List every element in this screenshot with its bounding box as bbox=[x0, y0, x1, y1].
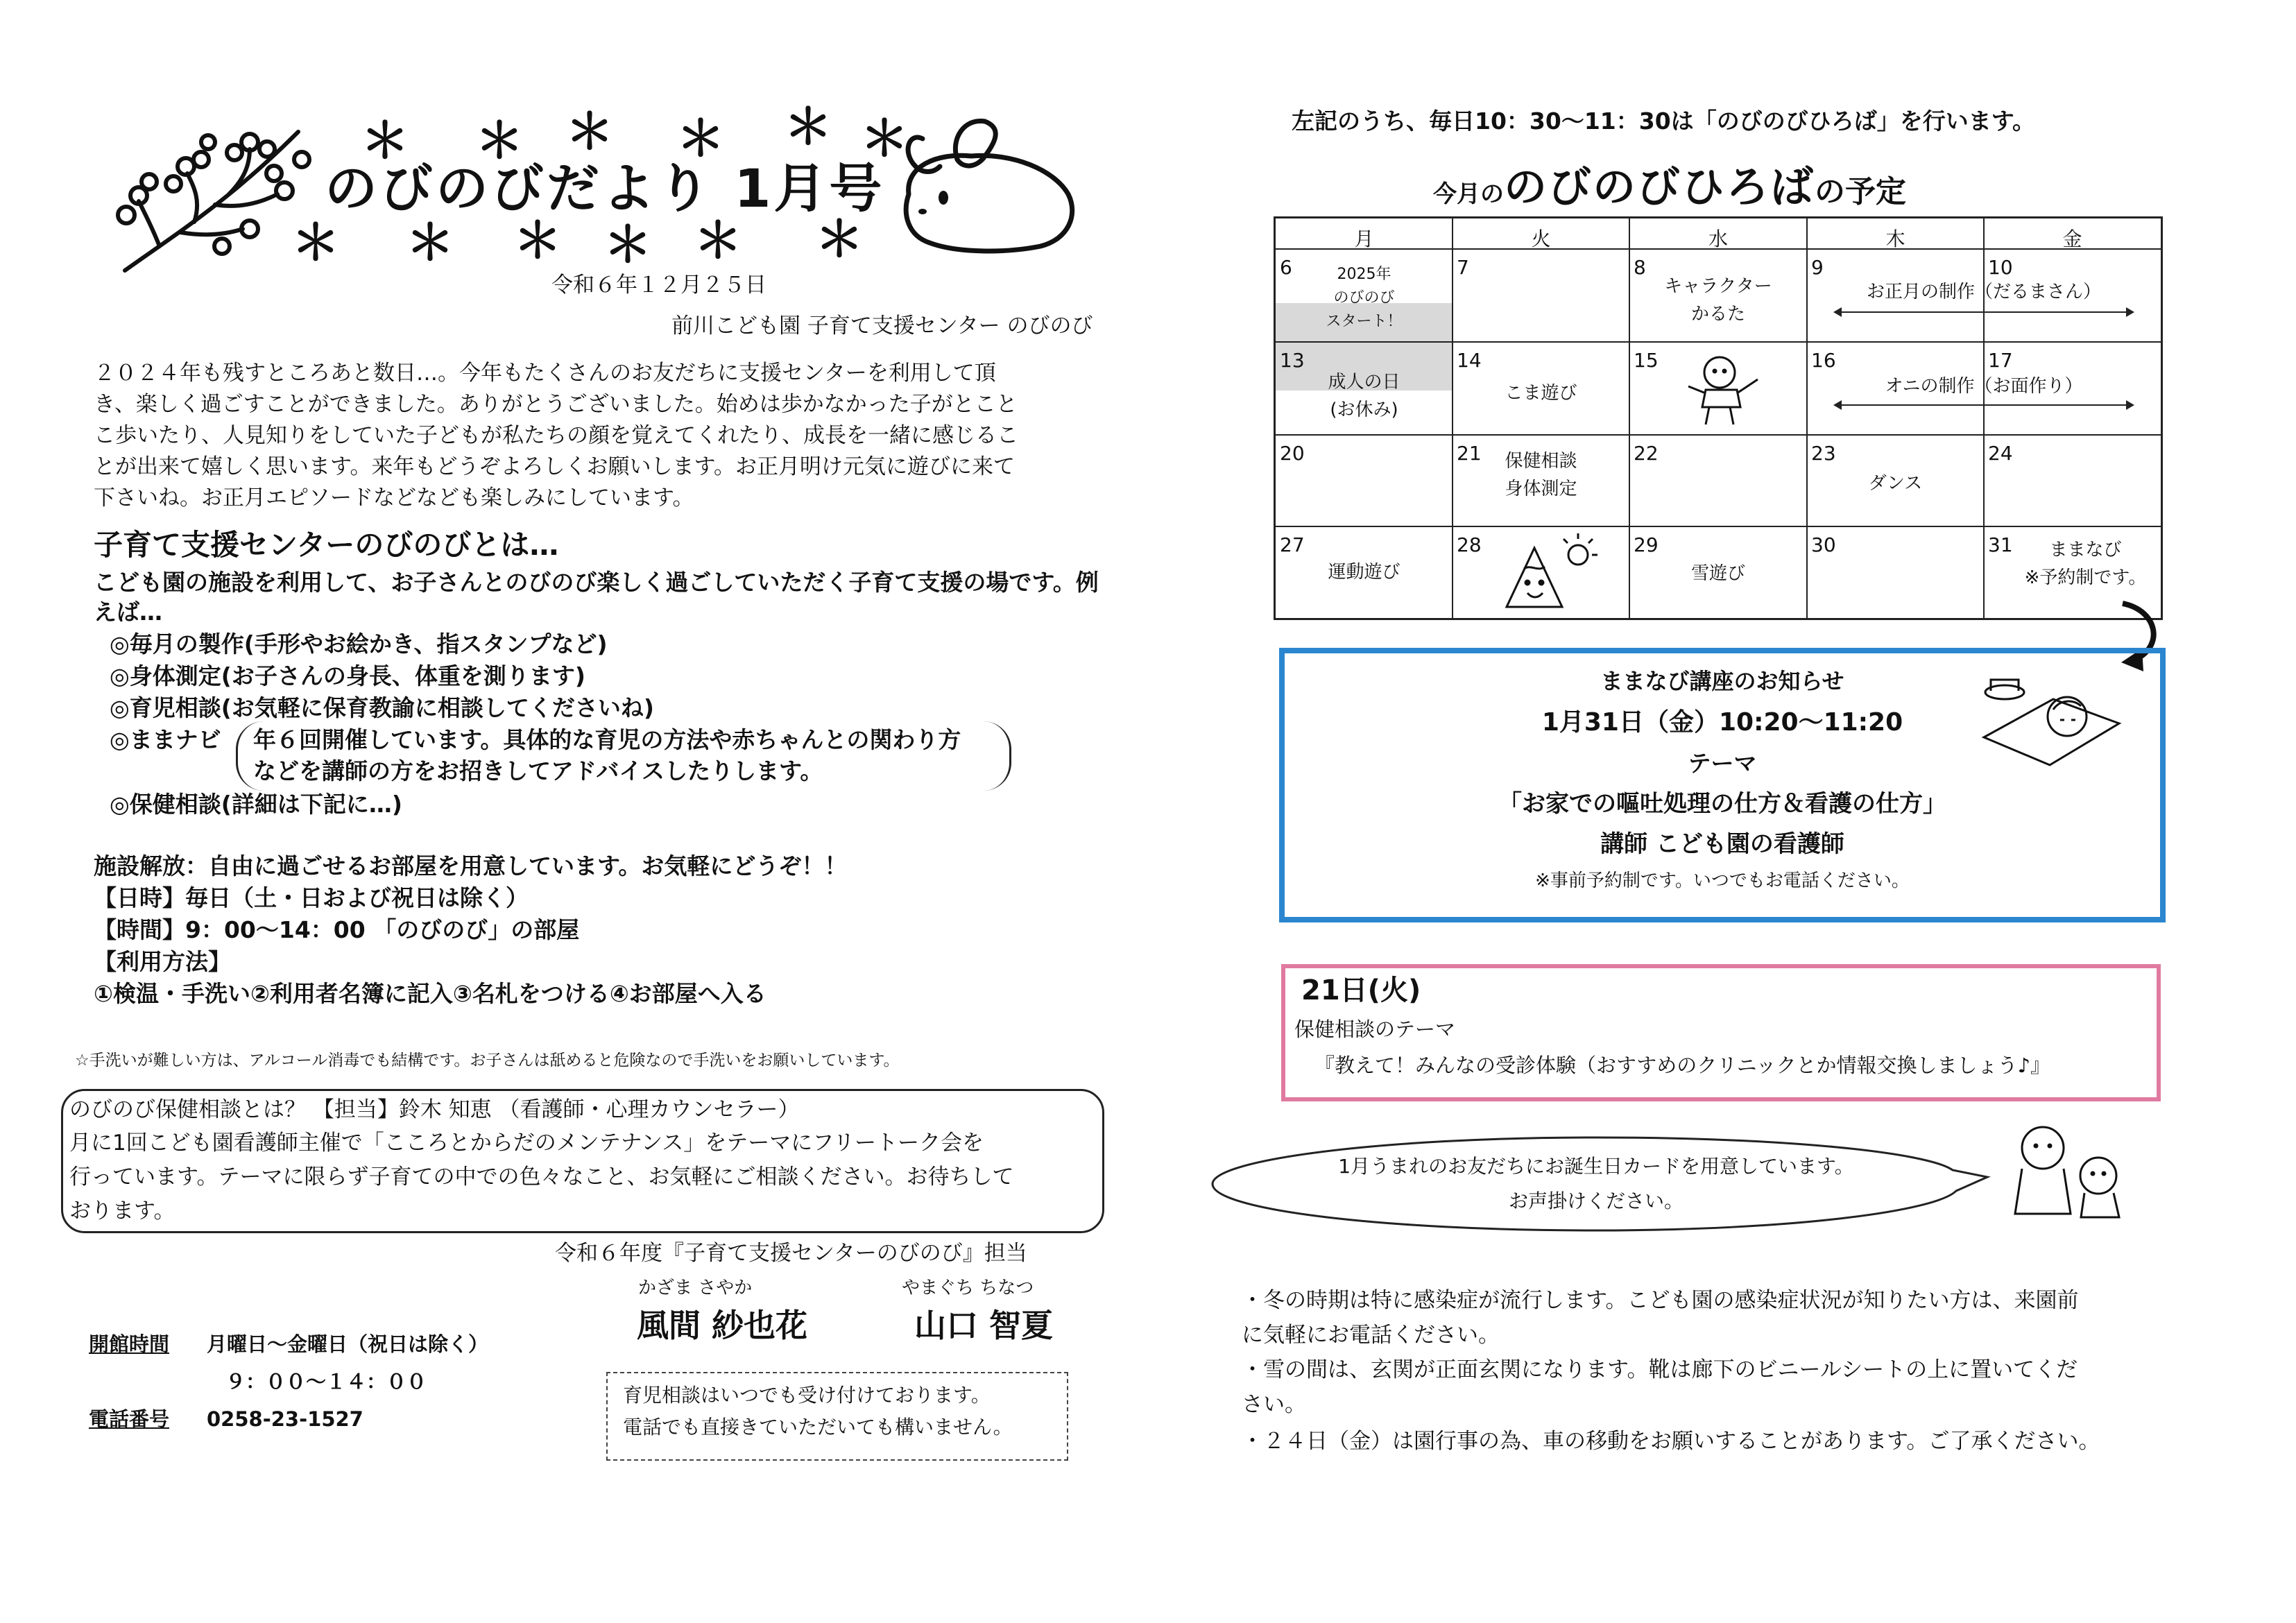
about-item: ◎身体測定(お子さんの身長、体重を測ります) bbox=[110, 662, 585, 689]
day-event: 成人の日 (お休み) bbox=[1328, 372, 1400, 421]
star-icon: ＊ bbox=[475, 112, 524, 169]
day-number: 10 bbox=[1988, 256, 2013, 279]
weekday-tue: 火 bbox=[1531, 227, 1551, 250]
health-day-label: 保健相談のテーマ bbox=[1294, 1017, 1456, 1041]
about-item: ◎毎月の製作(手形やお絵かき、指スタンプなど) bbox=[110, 630, 608, 658]
tel-number: 0258-23-1527 bbox=[207, 1407, 363, 1431]
span-arrow bbox=[1835, 311, 2133, 313]
hours-time: ９：００～１４：００ bbox=[225, 1370, 427, 1393]
day-number: 7 bbox=[1457, 256, 1469, 279]
intro-line: こ歩いたり、人見知りをしていた子どもが私たちの顔を覚えてくれたり、成長を一緒に感じるこ bbox=[94, 423, 1018, 448]
organization-name: 前川こども園 子育て支援センター のびのび bbox=[671, 314, 1093, 338]
day-event: 2025年 のびのび スタート！ bbox=[1326, 266, 1403, 331]
mamanavi-theme: 「お家での嘔吐処理の仕方＆看護の仕方」 bbox=[1498, 790, 1946, 818]
staff-reading: やまぐち ちなつ bbox=[902, 1278, 1034, 1298]
day-event: ままなび ※予約制です。 bbox=[2024, 540, 2147, 589]
star-icon: ＊ bbox=[815, 211, 864, 268]
star-icon: ＊ bbox=[406, 214, 454, 271]
schedule-title-prefix: 今月の bbox=[1433, 180, 1504, 208]
about-item: ◎保健相談(詳細は下記に…) bbox=[110, 791, 402, 818]
day-number: 15 bbox=[1634, 349, 1659, 372]
sick-child-illustration bbox=[1977, 671, 2126, 768]
day-number: 14 bbox=[1457, 349, 1482, 372]
staff-name: 風間 紗也花 bbox=[637, 1307, 808, 1344]
about-item: ◎育児相談(お気軽に保育教諭に相談してくださいね) bbox=[110, 694, 654, 721]
mamanavi-note: ※事前予約制です。いつでもお電話ください。 bbox=[1535, 870, 1910, 891]
about-lead: こども園の施設を利用して、お子さんとのびのび楽しく過ごしていただく子育て支援の場です。例 bbox=[94, 569, 1099, 596]
span-event: オニの制作（お面作り） bbox=[1885, 376, 2083, 397]
schedule-note: 左記のうち、毎日10：30～11：30は「のびのびひろば」を行います。 bbox=[1292, 108, 2036, 135]
birthday-speech-bubble bbox=[1207, 1132, 1991, 1236]
facility-line: 【時間】9：00～14：00 「のびのび」の部屋 bbox=[94, 916, 580, 943]
day-number: 13 bbox=[1280, 349, 1305, 372]
weekday-wed: 水 bbox=[1708, 227, 1728, 250]
mamanavi-theme-label: テーマ bbox=[1688, 750, 1757, 777]
birthday-line: 1月うまれのお友だちにお誕生日カードを用意しています。 bbox=[1338, 1155, 1854, 1178]
health-day-theme: 『教えて！みんなの受診体験（おすすめのクリニックとか情報交換しましょう♪』 bbox=[1314, 1054, 2051, 1077]
staff-reading: かざま さやか bbox=[638, 1278, 753, 1298]
consult-line: 電話でも直接きていただいても構いません。 bbox=[623, 1416, 1013, 1439]
health-day-date: 21日(火) bbox=[1301, 974, 1421, 1006]
health-consult-line: 行っています。テーマに限らず子育ての中での色々なこと、お気軽にご相談ください。お待ちして bbox=[69, 1165, 1014, 1190]
notice-line: ・雪の間は、玄関が正面玄関になります。靴は廊下のビニールシートの上に置いてくだ bbox=[1242, 1357, 2078, 1382]
page-title: のびのびだより 1月号 bbox=[325, 157, 885, 219]
day-number: 17 bbox=[1988, 349, 2013, 372]
day-number: 29 bbox=[1634, 533, 1659, 556]
notice-line: ・２４日（金）は園行事の為、車の移動をお願いすることがあります。ご了承ください。 bbox=[1242, 1429, 2100, 1454]
day-event: ダンス bbox=[1868, 473, 1923, 494]
day-number: 30 bbox=[1811, 533, 1836, 556]
rabbit-icon bbox=[881, 111, 1089, 257]
day-event: キャラクター かるた bbox=[1664, 276, 1772, 325]
about-heading: 子育て支援センターのびのびとは… bbox=[94, 528, 559, 562]
day-number: 23 bbox=[1811, 442, 1836, 465]
facility-line: 【利用方法】 bbox=[94, 948, 231, 975]
hours-days: 月曜日～金曜日（祝日は除く） bbox=[207, 1332, 489, 1356]
kite-boy-illustration bbox=[1681, 352, 1765, 428]
mamanavi-heading: ままなび講座のお知らせ bbox=[1600, 668, 1844, 694]
health-consult-line: おります。 bbox=[69, 1199, 175, 1223]
mountain-sun-illustration bbox=[1496, 531, 1600, 612]
day-event: 雪遊び bbox=[1690, 563, 1745, 584]
star-icon: ＊ bbox=[603, 216, 652, 273]
mamanavi-note: などを講師の方をお招きしてアドバイスしたりします。 bbox=[253, 757, 823, 784]
day-number: 21 bbox=[1457, 442, 1482, 465]
star-icon: ＊ bbox=[361, 112, 409, 169]
star-icon: ＊ bbox=[860, 110, 909, 167]
consult-line: 育児相談はいつでも受け付けております。 bbox=[623, 1384, 991, 1407]
day-number: 28 bbox=[1457, 533, 1482, 556]
about-item: ◎ままナビ bbox=[110, 726, 221, 753]
issue-date: 令和６年１２月２５日 bbox=[551, 273, 766, 298]
schedule-title-main: のびのびひろば bbox=[1504, 162, 1815, 212]
span-event: お正月の制作（だるまさん） bbox=[1866, 282, 2101, 302]
about-lead: えば… bbox=[94, 599, 162, 626]
staff-name: 山口 智夏 bbox=[914, 1307, 1054, 1344]
intro-line: 下さいね。お正月エピソードなどなども楽しみにしています。 bbox=[94, 486, 694, 510]
tel-label: 電話番号 bbox=[89, 1407, 170, 1431]
handwash-note: ☆手洗いが難しい方は、アルコール消毒でも結構です。お子さんは舐めると危険なので手洗いをお願いしています。 bbox=[75, 1051, 900, 1070]
day-event: 運動遊び bbox=[1328, 562, 1400, 583]
calendar-table bbox=[1274, 216, 2163, 620]
weekday-mon: 月 bbox=[1354, 227, 1374, 250]
hours-label: 開館時間 bbox=[89, 1332, 170, 1356]
mamanavi-datetime: 1月31日（金）10:20～11:20 bbox=[1541, 708, 1903, 737]
mamanavi-note: 年６回開催しています。具体的な育児の方法や赤ちゃんとの関わり方 bbox=[253, 726, 961, 753]
branch-illustration bbox=[111, 118, 312, 277]
facility-line: ①検温・手洗い②利用者名簿に記入③名札をつける④お部屋へ入る bbox=[94, 980, 766, 1007]
kids-illustration bbox=[1994, 1117, 2140, 1221]
day-number: 16 bbox=[1811, 349, 1836, 372]
schedule-title bbox=[1433, 153, 1906, 214]
notice-line: さい。 bbox=[1242, 1392, 1306, 1417]
health-consult-line: のびのび保健相談とは？ 【担当】鈴木 知恵 （看護師・心理カウンセラー） bbox=[69, 1097, 800, 1122]
day-event: こま遊び bbox=[1505, 383, 1577, 404]
star-icon: ＊ bbox=[784, 98, 832, 155]
span-arrow bbox=[1835, 404, 2133, 406]
notice-line: に気軽にお電話ください。 bbox=[1242, 1323, 1500, 1348]
staff-heading: 令和６年度『子育て支援センターのびのび』担当 bbox=[555, 1241, 1027, 1266]
intro-line: ２０２４年も残すところあと数日…。今年もたくさんのお友だちに支援センターを利用して頂 bbox=[94, 361, 996, 386]
facility-line: 【日時】毎日（土・日および祝日は除く） bbox=[94, 884, 529, 911]
notice-line: ・冬の時期は特に感染症が流行します。こども園の感染症状況が知りたい方は、来園前 bbox=[1242, 1288, 2079, 1313]
weekday-thu: 木 bbox=[1885, 227, 1905, 250]
star-icon: ＊ bbox=[694, 212, 742, 269]
day-number: 20 bbox=[1280, 442, 1305, 465]
day-number: 9 bbox=[1811, 256, 1824, 279]
star-icon: ＊ bbox=[513, 212, 562, 269]
mamanavi-lecturer: 講師 こども園の看護師 bbox=[1600, 830, 1844, 858]
health-consult-line: 月に1回こども園看護師主催で「こころとからだのメンテナンス」をテーマにフリートーク会を bbox=[69, 1131, 984, 1156]
star-icon: ＊ bbox=[565, 103, 614, 160]
day-number: 8 bbox=[1634, 256, 1646, 279]
day-number: 31 bbox=[1988, 533, 2013, 556]
day-event: 保健相談 身体測定 bbox=[1505, 451, 1577, 500]
day-number: 6 bbox=[1280, 256, 1292, 279]
intro-line: き、楽しく過ごすことができました。ありがとうございました。始めは歩かなかった子がとこと bbox=[94, 392, 1018, 417]
star-icon: ＊ bbox=[676, 110, 725, 167]
schedule-title-suffix: の予定 bbox=[1815, 174, 1907, 209]
day-number: 27 bbox=[1280, 533, 1305, 556]
facility-line: 施設解放：自由に過ごせるお部屋を用意しています。お気軽にどうぞ！！ bbox=[94, 852, 848, 879]
star-icon: ＊ bbox=[291, 214, 340, 271]
day-number: 24 bbox=[1988, 442, 2013, 465]
day-number: 22 bbox=[1634, 442, 1659, 465]
intro-line: とが出来て嬉しく思います。来年もどうぞよろしくお願いします。お正月明け元気に遊びに来て bbox=[94, 454, 1016, 479]
birthday-line: お声掛けください。 bbox=[1508, 1190, 1684, 1212]
weekday-fri: 金 bbox=[2062, 227, 2082, 250]
